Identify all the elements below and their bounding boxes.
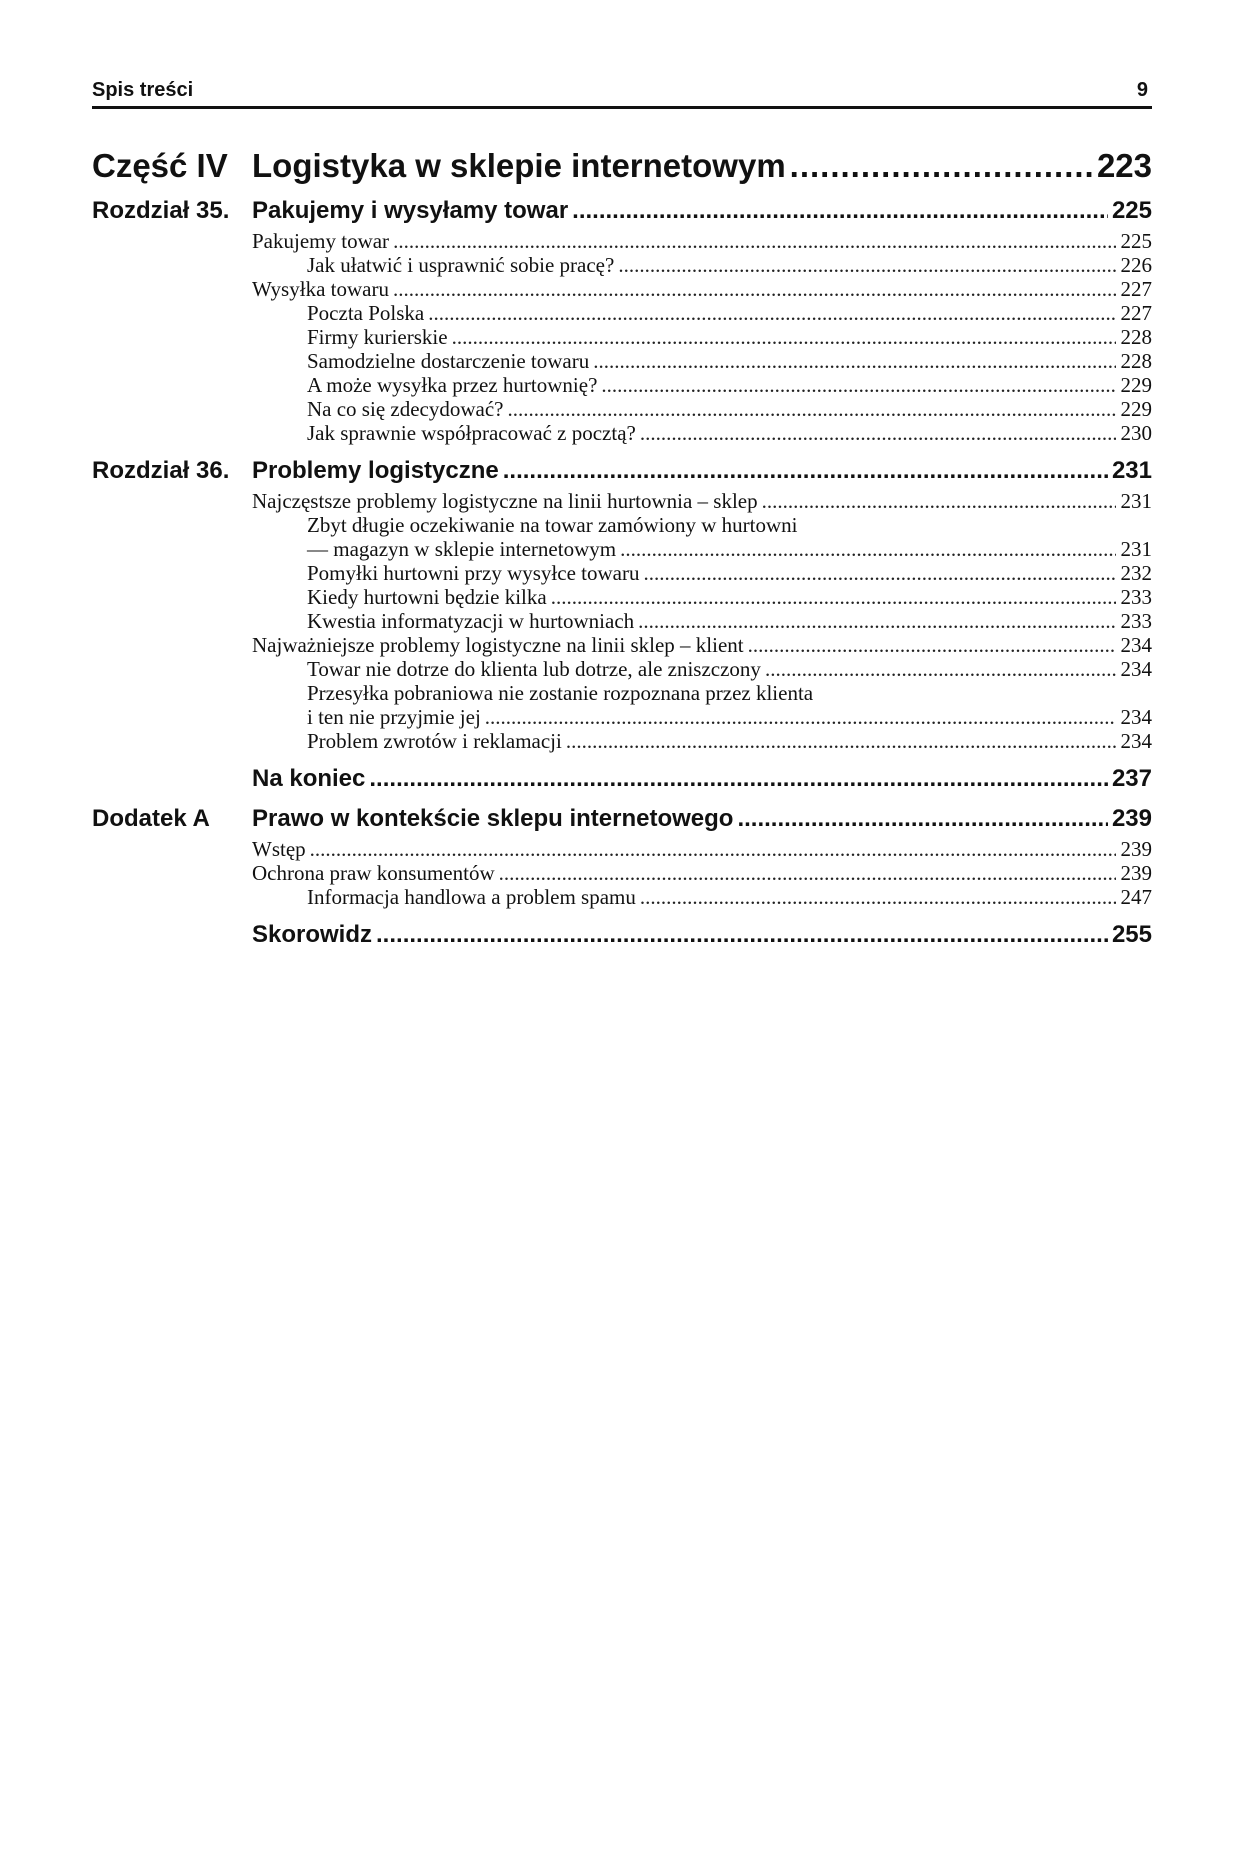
toc-entry[interactable]: [92, 253, 1152, 278]
entry-page: 234: [1120, 705, 1152, 729]
entry-page: 229: [1120, 397, 1152, 421]
dot-leader: [643, 561, 1116, 586]
entry-page: 231: [1120, 537, 1152, 561]
entry-title: Jak ułatwić i usprawnić sobie pracę?: [307, 253, 615, 277]
dot-leader: [737, 805, 1107, 833]
toc-entry[interactable]: [92, 633, 1152, 658]
entry-page: 239: [1120, 837, 1152, 861]
toc-entry[interactable]: [92, 325, 1152, 350]
page-number: 9: [1136, 79, 1148, 101]
chapter-page: 225: [1111, 197, 1152, 224]
dot-leader: [593, 349, 1116, 374]
dot-leader: [790, 147, 1093, 185]
entry-title: Ochrona praw konsumentów: [252, 861, 495, 885]
entry-page: 233: [1120, 609, 1152, 633]
dot-leader: [601, 373, 1116, 398]
entry-page: 233: [1120, 585, 1152, 609]
toc-entry[interactable]: [92, 537, 1152, 562]
entry-title: Kiedy hurtowni będzie kilka: [307, 585, 547, 609]
toc-entry[interactable]: [92, 421, 1152, 446]
entry-page: 230: [1120, 421, 1152, 445]
dot-leader: [640, 885, 1116, 910]
chapter-title: Problemy logistyczne: [252, 457, 499, 484]
entry-title: Pakujemy towar: [252, 229, 390, 253]
entry-title: Informacja handlowa a problem spamu: [307, 885, 636, 909]
dot-leader: [762, 489, 1116, 514]
chapter-page: 237: [1111, 765, 1152, 792]
entry-title: Poczta Polska: [307, 301, 425, 325]
chapter-title: Prawo w kontekście sklepu internetowego: [252, 805, 734, 832]
toc-entry[interactable]: [92, 837, 1152, 862]
chapter-title: Pakujemy i wysyłamy towar: [252, 197, 569, 224]
entry-page: 239: [1120, 861, 1152, 885]
entry-page: 229: [1120, 373, 1152, 397]
toc-page: [92, 68, 1152, 948]
part-label: Część IV: [92, 147, 228, 184]
dot-leader: [499, 861, 1116, 886]
dot-leader: [638, 609, 1116, 634]
toc-entry[interactable]: [92, 301, 1152, 326]
dot-leader: [376, 921, 1108, 949]
running-head-title: Spis treści: [92, 79, 194, 101]
toc-entry[interactable]: [92, 277, 1152, 302]
entry-title: — magazyn w sklepie internetowym: [307, 537, 617, 561]
entry-title: Jak sprawnie współpracować z pocztą?: [307, 421, 636, 445]
entry-title: Samodzielne dostarczenie towaru: [307, 349, 590, 373]
toc-entry[interactable]: [92, 585, 1152, 610]
entry-page: 225: [1120, 229, 1152, 253]
chapter-page: 255: [1111, 921, 1152, 948]
toc-na-koniec[interactable]: [92, 765, 1152, 793]
dot-leader: [393, 277, 1116, 302]
appendix-label: Dodatek A: [92, 805, 210, 832]
running-head: [92, 68, 1152, 109]
dot-leader: [369, 765, 1108, 793]
dot-leader: [551, 585, 1116, 610]
dot-leader: [393, 229, 1116, 254]
entry-page: 247: [1120, 885, 1152, 909]
toc-entry[interactable]: [92, 657, 1152, 682]
chapter-title: Skorowidz: [252, 921, 373, 948]
toc-appendix-a[interactable]: [92, 805, 1152, 833]
dot-leader: [620, 537, 1116, 562]
entry-page: 228: [1120, 325, 1152, 349]
entry-title: Pomyłki hurtowni przy wysyłce towaru: [307, 561, 640, 585]
entry-page: 231: [1120, 489, 1152, 513]
entry-title: Firmy kurierskie: [307, 325, 448, 349]
entry-title: Kwestia informatyzacji w hurtowniach: [307, 609, 635, 633]
chapter-label: Rozdział 36.: [92, 457, 230, 484]
chapter-title: Na koniec: [252, 765, 366, 792]
dot-leader: [640, 421, 1116, 446]
toc-entry[interactable]: [92, 229, 1152, 254]
entry-title: Wstęp: [252, 837, 306, 861]
toc-entry[interactable]: [92, 561, 1152, 586]
chapter-page: 239: [1111, 805, 1152, 832]
part-title: Logistyka w sklepie internetowym: [252, 147, 786, 184]
entry-page: 234: [1120, 729, 1152, 753]
entry-title: Problem zwrotów i reklamacji: [307, 729, 562, 753]
entry-title: A może wysyłka przez hurtownię?: [307, 373, 598, 397]
toc-chapter-35[interactable]: [92, 197, 1152, 225]
entry-title: i ten nie przyjmie jej: [307, 705, 481, 729]
toc-entry[interactable]: [92, 397, 1152, 422]
dot-leader: [452, 325, 1116, 350]
entry-title: Na co się zdecydować?: [307, 397, 504, 421]
dot-leader: [618, 253, 1116, 278]
toc-entry[interactable]: [92, 609, 1152, 634]
entry-page: 227: [1120, 301, 1152, 325]
part-page: 223: [1096, 147, 1152, 184]
entry-title: Najczęstsze problemy logistyczne na linii hurtownia – sklep: [252, 489, 758, 513]
dot-leader: [310, 837, 1116, 862]
entry-title: Towar nie dotrze do klienta lub dotrze, ale zniszczony: [307, 657, 761, 681]
entry-page: 226: [1120, 253, 1152, 277]
toc-part-iv[interactable]: [92, 147, 1152, 185]
toc-entry[interactable]: [92, 861, 1152, 886]
entry-page: 234: [1120, 633, 1152, 657]
dot-leader: [765, 657, 1116, 682]
entry-title: Najważniejsze problemy logistyczne na linii sklep – klient: [252, 633, 744, 657]
toc-entry-first-line[interactable]: Zbyt długie oczekiwanie na towar zamówiony w hurtowni: [307, 513, 798, 537]
toc-chapter-36[interactable]: [92, 457, 1152, 485]
entry-page: 227: [1120, 277, 1152, 301]
toc-entry[interactable]: [92, 705, 1152, 730]
chapter-label: Rozdział 35.: [92, 197, 230, 224]
toc-index[interactable]: [92, 921, 1152, 949]
chapter-page: 231: [1111, 457, 1152, 484]
toc-entry[interactable]: [92, 729, 1152, 754]
toc-entry[interactable]: [92, 349, 1152, 374]
dot-leader: [748, 633, 1116, 658]
dot-leader: [503, 457, 1108, 485]
toc-entry-first-line[interactable]: Przesyłka pobraniowa nie zostanie rozpoznana przez klienta: [307, 681, 814, 705]
dot-leader: [566, 729, 1116, 754]
toc-entry[interactable]: [92, 489, 1152, 514]
entry-page: 232: [1120, 561, 1152, 585]
toc-entry[interactable]: [92, 885, 1152, 910]
dot-leader: [572, 197, 1108, 225]
dot-leader: [485, 705, 1116, 730]
toc-entry[interactable]: [92, 373, 1152, 398]
entry-page: 228: [1120, 349, 1152, 373]
dot-leader: [507, 397, 1116, 422]
entry-page: 234: [1120, 657, 1152, 681]
dot-leader: [428, 301, 1116, 326]
entry-title: Wysyłka towaru: [252, 277, 389, 301]
